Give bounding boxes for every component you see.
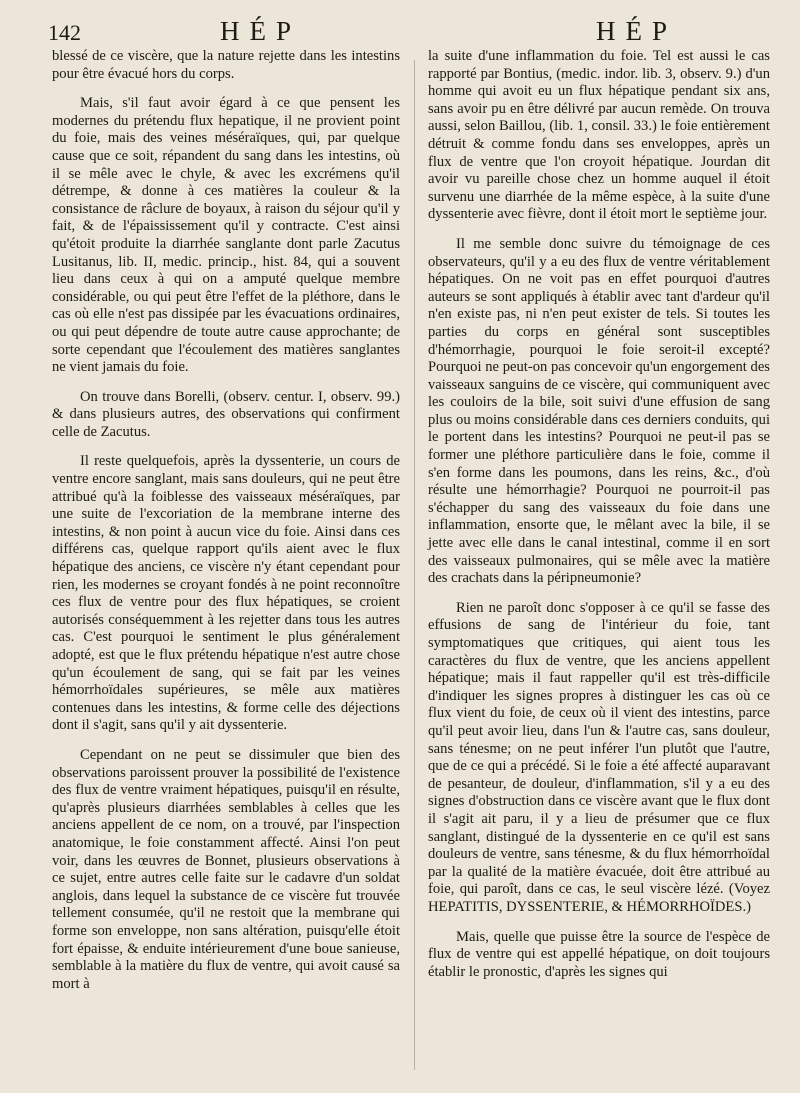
paragraph: blessé de ce viscère, que la nature rejette dans les intestins pour être évacué hors du corps. [52,48,400,82]
left-column [52,48,400,993]
page-number: 142 [48,20,81,45]
running-header [48,16,758,50]
headword-left: HÉP [220,16,302,46]
paragraph: Mais, s'il faut avoir égard à ce que pensent les modernes du prétendu flux hepatique, il ne provient point du foie, mais des veines méséraïques, qui, par quelque cause que ce soit, répandent du sang dans les intestins, où il se mêle avec le chyle, & avec les excrémens qu'il détrempe, & donne à ces matières la couleur & la consistance de râclure de boyaux, à raison du séjour qu'il y fait, & de l'épaississement qu'il y contracte. C'est ainsi qu'étoit produite la diarrhée sanglante dont parle Zacutus Lusitanus, lib. II, medic. princip., hist. 84, qui a souvent lieu dans ceux à qui on a amputé quelque membre considérable, ou qui peut être l'effet de la pléthore, dans le cas où elle n'est pas dissipée par les évacuations ordinaires, ou qui peut dépendre de toute autre cause approchante; de sorte cependant que l'écoulement des matières sanglantes ne vient jamais du foie. [52,95,400,376]
paragraph: Rien ne paroît donc s'opposer à ce qu'il se fasse des effusions de sang de l'intérieur du foie, tant symptomatiques que critiques, qui aient tous les caractères du flux de ventre, que les anciens appellent hépatique; mais il faut rappeller qu'il est très-difficile d'indiquer les signes propres à distinguer les cas où ce flux vient du foie, de ceux où il vient des intestins, parce qu'il peut avoir lieu, dans l'un & l'autre cas, sans douleur, sans ténesme; on ne peut inférer l'un plutôt que l'autre, que de ce qui a précédé. Si le foie a été affecté auparavant de pesanteur, de douleur, d'inflammation, s'il y a eu des signes d'obstruction dans ce viscère avant que le flux dont il s'agit ait paru, il y a lieu de présumer que ce flux sanglant, distingué de la dyssenterie en ce qu'il est sans douleurs de ventre, sans ténesme, & du flux hémorrhoïdal par la qualité de la matière évacuée, doit être attribué au foie, qui paroît, dans ce cas, le seul viscère lézé. (Voyez HEPATITIS, DYSSENTERIE, & HÉMORRHOÏDES.) [428,599,770,915]
column-divider [414,60,415,1070]
paragraph: Mais, quelle que puisse être la source de l'espèce de flux de ventre qui est appellé hépatique, on doit toujours établir le pronostic, d'après les signes qui [428,928,770,980]
paragraph: Cependant on ne peut se dissimuler que bien des observations paroissent prouver la possibilité de l'existence des flux de ventre vraiment hépatiques, puisqu'il en résulte, qu'après plusieurs diarrhées semblables à celles que les anciens appellent de ce nom, on a trouvé, par l'inspection anatomique, le foie constamment affecté. Ainsi l'on peut voir, dans les œuvres de Bonnet, plusieurs observations à ce sujet, entre autres celle faite sur le cadavre d'un soldat anglois, dans lequel la substance de ce viscère fut trouvée tellement consumée, qu'il ne restoit que la membrane qui forme son enveloppe, non sans altération, puisqu'elle étoit fort épaisse, & enduite intérieurement d'une boue sanieuse, semblable à la matière du flux de ventre, qui avoit causé sa mort à [52,746,400,992]
paragraph: la suite d'une inflammation du foie. Tel est aussi le cas rapporté par Bontius, (medic. indor. lib. 3, observ. 9.) d'un homme qui avoit eu un flux hépatique pendant six ans, sans avoir pu en être délivré par aucun remède. On trouva aussi, selon Baillou, (lib. 1, consil. 33.) le foie entièrement détruit & comme fondu dans ses enveloppes, après un flux de ventre que l'on croyoit hépatique. Jourdan dit avoir vu pareille chose chez un homme auquel il étoit survenu une diarrhée de la même espèce, à la suite d'une dyssenterie avec fièvre, dont il étoit mort le septième jour. [428,48,770,223]
paragraph: Il reste quelquefois, après la dyssenterie, un cours de ventre encore sanglant, mais sans douleurs, qui ne peut être attribué qu'à la foiblesse des vaisseaux méséraïques, par une suite de l'excoriation de la membrane interne des intestins, & non point à aucun vice du foie. Ainsi dans ces différens cas, quelque rapport qu'ils aient avec le flux hépatique des anciens, ce viscère n'y étant cependant pour rien, les modernes se croyant fondés à ne point reconnoître ces flux de ventre pour des flux hépatiques, se croient autorisés conséquemment à les rejetter dans tous les autres cas. C'est pourquoi le sentiment le plus généralement adopté, est que le flux prétendu hépatique n'est autre chose qu'un écoulement de sang, qui se fait par les veines hémorrhoïdales supérieures, se mêle aux matières contenues dans les intestins, & forme celle des déjections dont il s'agit, sans qu'il y ait dyssenterie. [52,453,400,734]
right-column [428,48,770,981]
paragraph: On trouve dans Borelli, (observ. centur. I, observ. 99.) & dans plusieurs autres, des observations qui confirment celle de Zacutus. [52,388,400,440]
paragraph: Il me semble donc suivre du témoignage de ces observateurs, qu'il y a eu des flux de ventre véritablement hépatiques. On ne voit pas en effet pourquoi d'autres auteurs se sont appliqués à établir avec tant d'ardeur qu'il n'en existe pas, ni n'en peut exister de tels. Si toutes les parties du corps en général sont susceptibles d'hémorrhagie, pourquoi le foie seroit-il excepté? Pourquoi ne peut-on pas concevoir qu'un engorgement des vaisseaux sanguins de ce viscère, qui communiquent avec les couloirs de la bile, soit suivi d'une effusion de sang plus ou moins considérable dans ces derniers conduits, qui le portent dans les intestins? Pourquoi ne peut-il pas se former une pléthore particulière dans le foie, comme il s'en forme dans les poumons, dans les reins, &c., d'où résulte une hémorrhagie? Pourquoi ne pourroit-il pas s'échapper du sang des vaisseaux du foie dans une inflammation, ensorte que, le mêlant avec la bile, il se jette avec elle dans le canal intestinal, comme il en sort des vaisseaux pulmonaires, qui se mêle avec la matière des crachats dans la péripneumonie? [428,235,770,587]
headword-right: HÉP [596,16,678,46]
